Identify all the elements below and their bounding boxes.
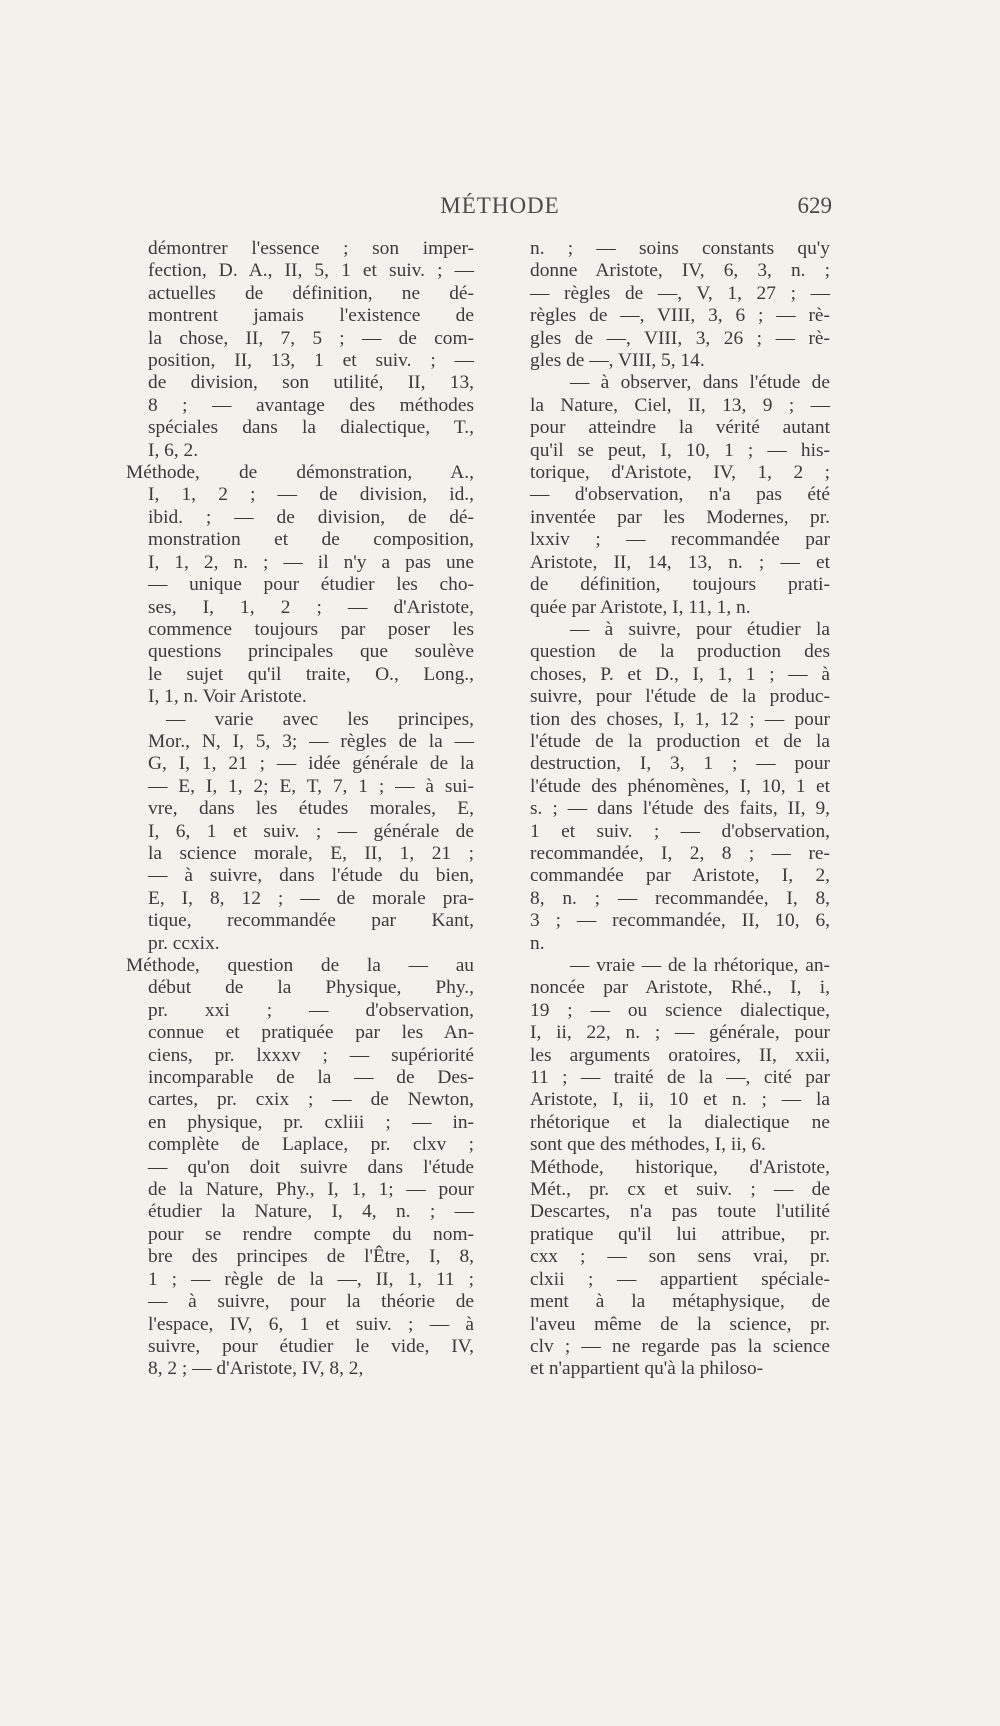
index-line: 1 ; — règle de la —, II, 1, 11 ;	[148, 1268, 474, 1290]
index-line: de division, son utilité, II, 13,	[148, 372, 474, 394]
index-line: — d'observation, n'a pas été	[530, 484, 830, 506]
index-line: donne Aristote, IV, 6, 3, n. ;	[530, 260, 830, 282]
index-line: suivre, pour l'étude de la produc-	[530, 686, 830, 708]
index-line: — qu'on doit suivre dans l'étude	[148, 1156, 474, 1178]
index-line: le sujet qu'il traite, O., Long.,	[148, 663, 474, 685]
index-line: Méthode, de démonstration, A.,	[126, 462, 474, 484]
index-line: qu'il se peut, I, 10, 1 ; — his-	[530, 439, 830, 461]
index-line: questions principales que soulève	[148, 641, 474, 663]
index-line: position, II, 13, 1 et suiv. ; —	[148, 350, 474, 372]
index-column-right	[530, 238, 830, 1381]
index-line: ciens, pr. lxxxv ; — supériorité	[148, 1044, 474, 1066]
index-line: 8 ; — avantage des méthodes	[148, 394, 474, 416]
index-line: — à suivre, pour la théorie de	[148, 1291, 474, 1313]
index-line: question de la production des	[530, 641, 830, 663]
index-line: 1 et suiv. ; — d'observation,	[530, 820, 830, 842]
index-line: les arguments oratoires, II, xxii,	[530, 1044, 830, 1066]
index-line: inventée par les Modernes, pr.	[530, 506, 830, 528]
index-line: — règles de —, V, 1, 27 ; —	[530, 282, 830, 304]
index-line: 11 ; — traité de la —, cité par	[530, 1067, 830, 1089]
index-line: G, I, 1, 21 ; — idée générale de la	[148, 753, 474, 775]
index-line: — à suivre, pour étudier la	[570, 618, 830, 640]
index-line: Aristote, I, ii, 10 et n. ; — la	[530, 1089, 830, 1111]
index-line: démontrer l'essence ; son imper-	[148, 238, 474, 259]
index-line: ses, I, 1, 2 ; — d'Aristote,	[148, 596, 474, 618]
index-line: I, 6, 1 et suiv. ; — générale de	[148, 820, 474, 842]
index-line: tion des choses, I, 1, 12 ; — pour	[530, 708, 830, 730]
index-line: 8, 2 ; — d'Aristote, IV, 8, 2,	[148, 1358, 364, 1380]
index-line: — unique pour étudier les cho-	[148, 574, 474, 596]
index-line: Méthode, historique, d'Aristote,	[530, 1156, 830, 1178]
index-line: complète de Laplace, pr. clxv ;	[148, 1134, 474, 1156]
index-line: Aristote, II, 14, 13, n. ; — et	[530, 551, 830, 573]
index-line: pr. xxi ; — d'observation,	[148, 999, 474, 1021]
index-line: quée par Aristote, I, 11, 1, n.	[530, 596, 751, 618]
index-line: Méthode, question de la — au	[126, 955, 474, 976]
index-line: sont que des méthodes, I, ii, 6.	[530, 1134, 766, 1156]
index-line: I, 6, 2.	[148, 439, 199, 461]
index-line: étudier la Nature, I, 4, n. ; —	[148, 1201, 474, 1223]
index-line: début de la Physique, Phy.,	[148, 977, 474, 999]
running-head-title: MÉTHODE	[440, 193, 560, 218]
index-line: — à suivre, dans l'étude du bien,	[148, 865, 474, 887]
index-line: montrent jamais l'existence de	[148, 305, 474, 327]
index-line: — varie avec les principes,	[166, 708, 474, 730]
index-line: et n'appartient qu'à la philoso-	[530, 1358, 764, 1380]
index-line: ibid. ; — de division, de dé-	[148, 506, 474, 528]
index-line: en physique, pr. cxliii ; — in-	[148, 1111, 474, 1133]
index-line: monstration et de composition,	[148, 529, 474, 551]
index-line: — vraie — de la rhétorique, an-	[570, 955, 830, 976]
index-column-left	[126, 238, 474, 1381]
index-line: de définition, toujours prati-	[530, 574, 830, 596]
index-line: Mor., N, I, 5, 3; — règles de la —	[148, 730, 474, 752]
index-line: I, ii, 22, n. ; — générale, pour	[530, 1022, 830, 1044]
index-line: 19 ; — ou science dialectique,	[530, 999, 830, 1021]
index-line: destruction, I, 3, 1 ; — pour	[530, 753, 830, 775]
index-line: Descartes, n'a pas toute l'utilité	[530, 1201, 830, 1223]
index-line: choses, P. et D., I, 1, 1 ; — à	[530, 663, 830, 685]
index-line: vre, dans les études morales, E,	[148, 798, 474, 820]
index-line: connue et pratiquée par les An-	[148, 1022, 474, 1044]
index-line: bre des principes de l'Être, I, 8,	[148, 1246, 474, 1268]
index-line: 8, n. ; — recommandée, I, 8,	[530, 887, 830, 909]
index-line: cxx ; — son sens vrai, pr.	[530, 1246, 830, 1268]
index-line: incomparable de la — de Des-	[148, 1067, 474, 1089]
index-line: n.	[530, 932, 545, 954]
index-line: tique, recommandée par Kant,	[148, 910, 474, 932]
index-line: rhétorique et la dialectique ne	[530, 1111, 830, 1133]
index-line: suivre, pour étudier le vide, IV,	[148, 1335, 474, 1357]
index-line: règles de —, VIII, 3, 6 ; — rè-	[530, 305, 830, 327]
index-line: Mét., pr. cx et suiv. ; — de	[530, 1179, 830, 1201]
index-line: recommandée, I, 2, 8 ; — re-	[530, 842, 830, 864]
index-line: lxxiv ; — recommandée par	[530, 529, 830, 551]
index-line: n. ; — soins constants qu'y	[530, 238, 830, 259]
index-line: la chose, II, 7, 5 ; — de com-	[148, 327, 474, 349]
index-line: l'aveu même de la science, pr.	[530, 1313, 830, 1335]
index-line: actuelles de définition, ne dé-	[148, 282, 474, 304]
index-line: — à observer, dans l'étude de	[570, 372, 830, 394]
index-line: de la Nature, Phy., I, 1, 1; — pour	[148, 1179, 474, 1201]
index-line: torique, d'Aristote, IV, 1, 2 ;	[530, 462, 830, 484]
index-line: I, 1, 2 ; — de division, id.,	[148, 484, 474, 506]
index-line: — E, I, 1, 2; E, T, 7, 1 ; — à sui-	[148, 775, 474, 797]
index-line: l'étude des phénomènes, I, 10, 1 et	[530, 775, 830, 797]
index-line: gles de —, VIII, 3, 26 ; — rè-	[530, 327, 830, 349]
index-line: clv ; — ne regarde pas la science	[530, 1335, 830, 1357]
index-line: fection, D. A., II, 5, 1 et suiv. ; —	[148, 260, 474, 282]
index-line: I, 1, n. Voir Aristote.	[148, 686, 307, 708]
index-line: pr. ccxix.	[148, 932, 220, 954]
index-line: commandée par Aristote, I, 2,	[530, 865, 830, 887]
index-line: spéciales dans la dialectique, T.,	[148, 417, 474, 439]
index-line: I, 1, 2, n. ; — il n'y a pas une	[148, 551, 474, 573]
index-line: clxii ; — appartient spéciale-	[530, 1268, 830, 1290]
page-number: 629	[797, 193, 832, 218]
index-line: pratique qu'il lui attribue, pr.	[530, 1223, 830, 1245]
index-line: ment à la métaphysique, de	[530, 1291, 830, 1313]
index-line: gles de —, VIII, 5, 14.	[530, 350, 705, 372]
index-line: commence toujours par poser les	[148, 618, 474, 640]
index-line: noncée par Aristote, Rhé., I, i,	[530, 977, 830, 999]
index-line: la Nature, Ciel, II, 13, 9 ; —	[530, 394, 830, 416]
index-line: l'étude de la production et de la	[530, 730, 830, 752]
index-line: s. ; — dans l'étude des faits, II, 9,	[530, 798, 830, 820]
index-line: cartes, pr. cxix ; — de Newton,	[148, 1089, 474, 1111]
index-line: l'espace, IV, 6, 1 et suiv. ; — à	[148, 1313, 474, 1335]
index-line: la science morale, E, II, 1, 21 ;	[148, 842, 474, 864]
index-line: E, I, 8, 12 ; — de morale pra-	[148, 887, 474, 909]
index-line: 3 ; — recommandée, II, 10, 6,	[530, 910, 830, 932]
index-line: pour atteindre la vérité autant	[530, 417, 830, 439]
index-line: pour se rendre compte du nom-	[148, 1223, 474, 1245]
